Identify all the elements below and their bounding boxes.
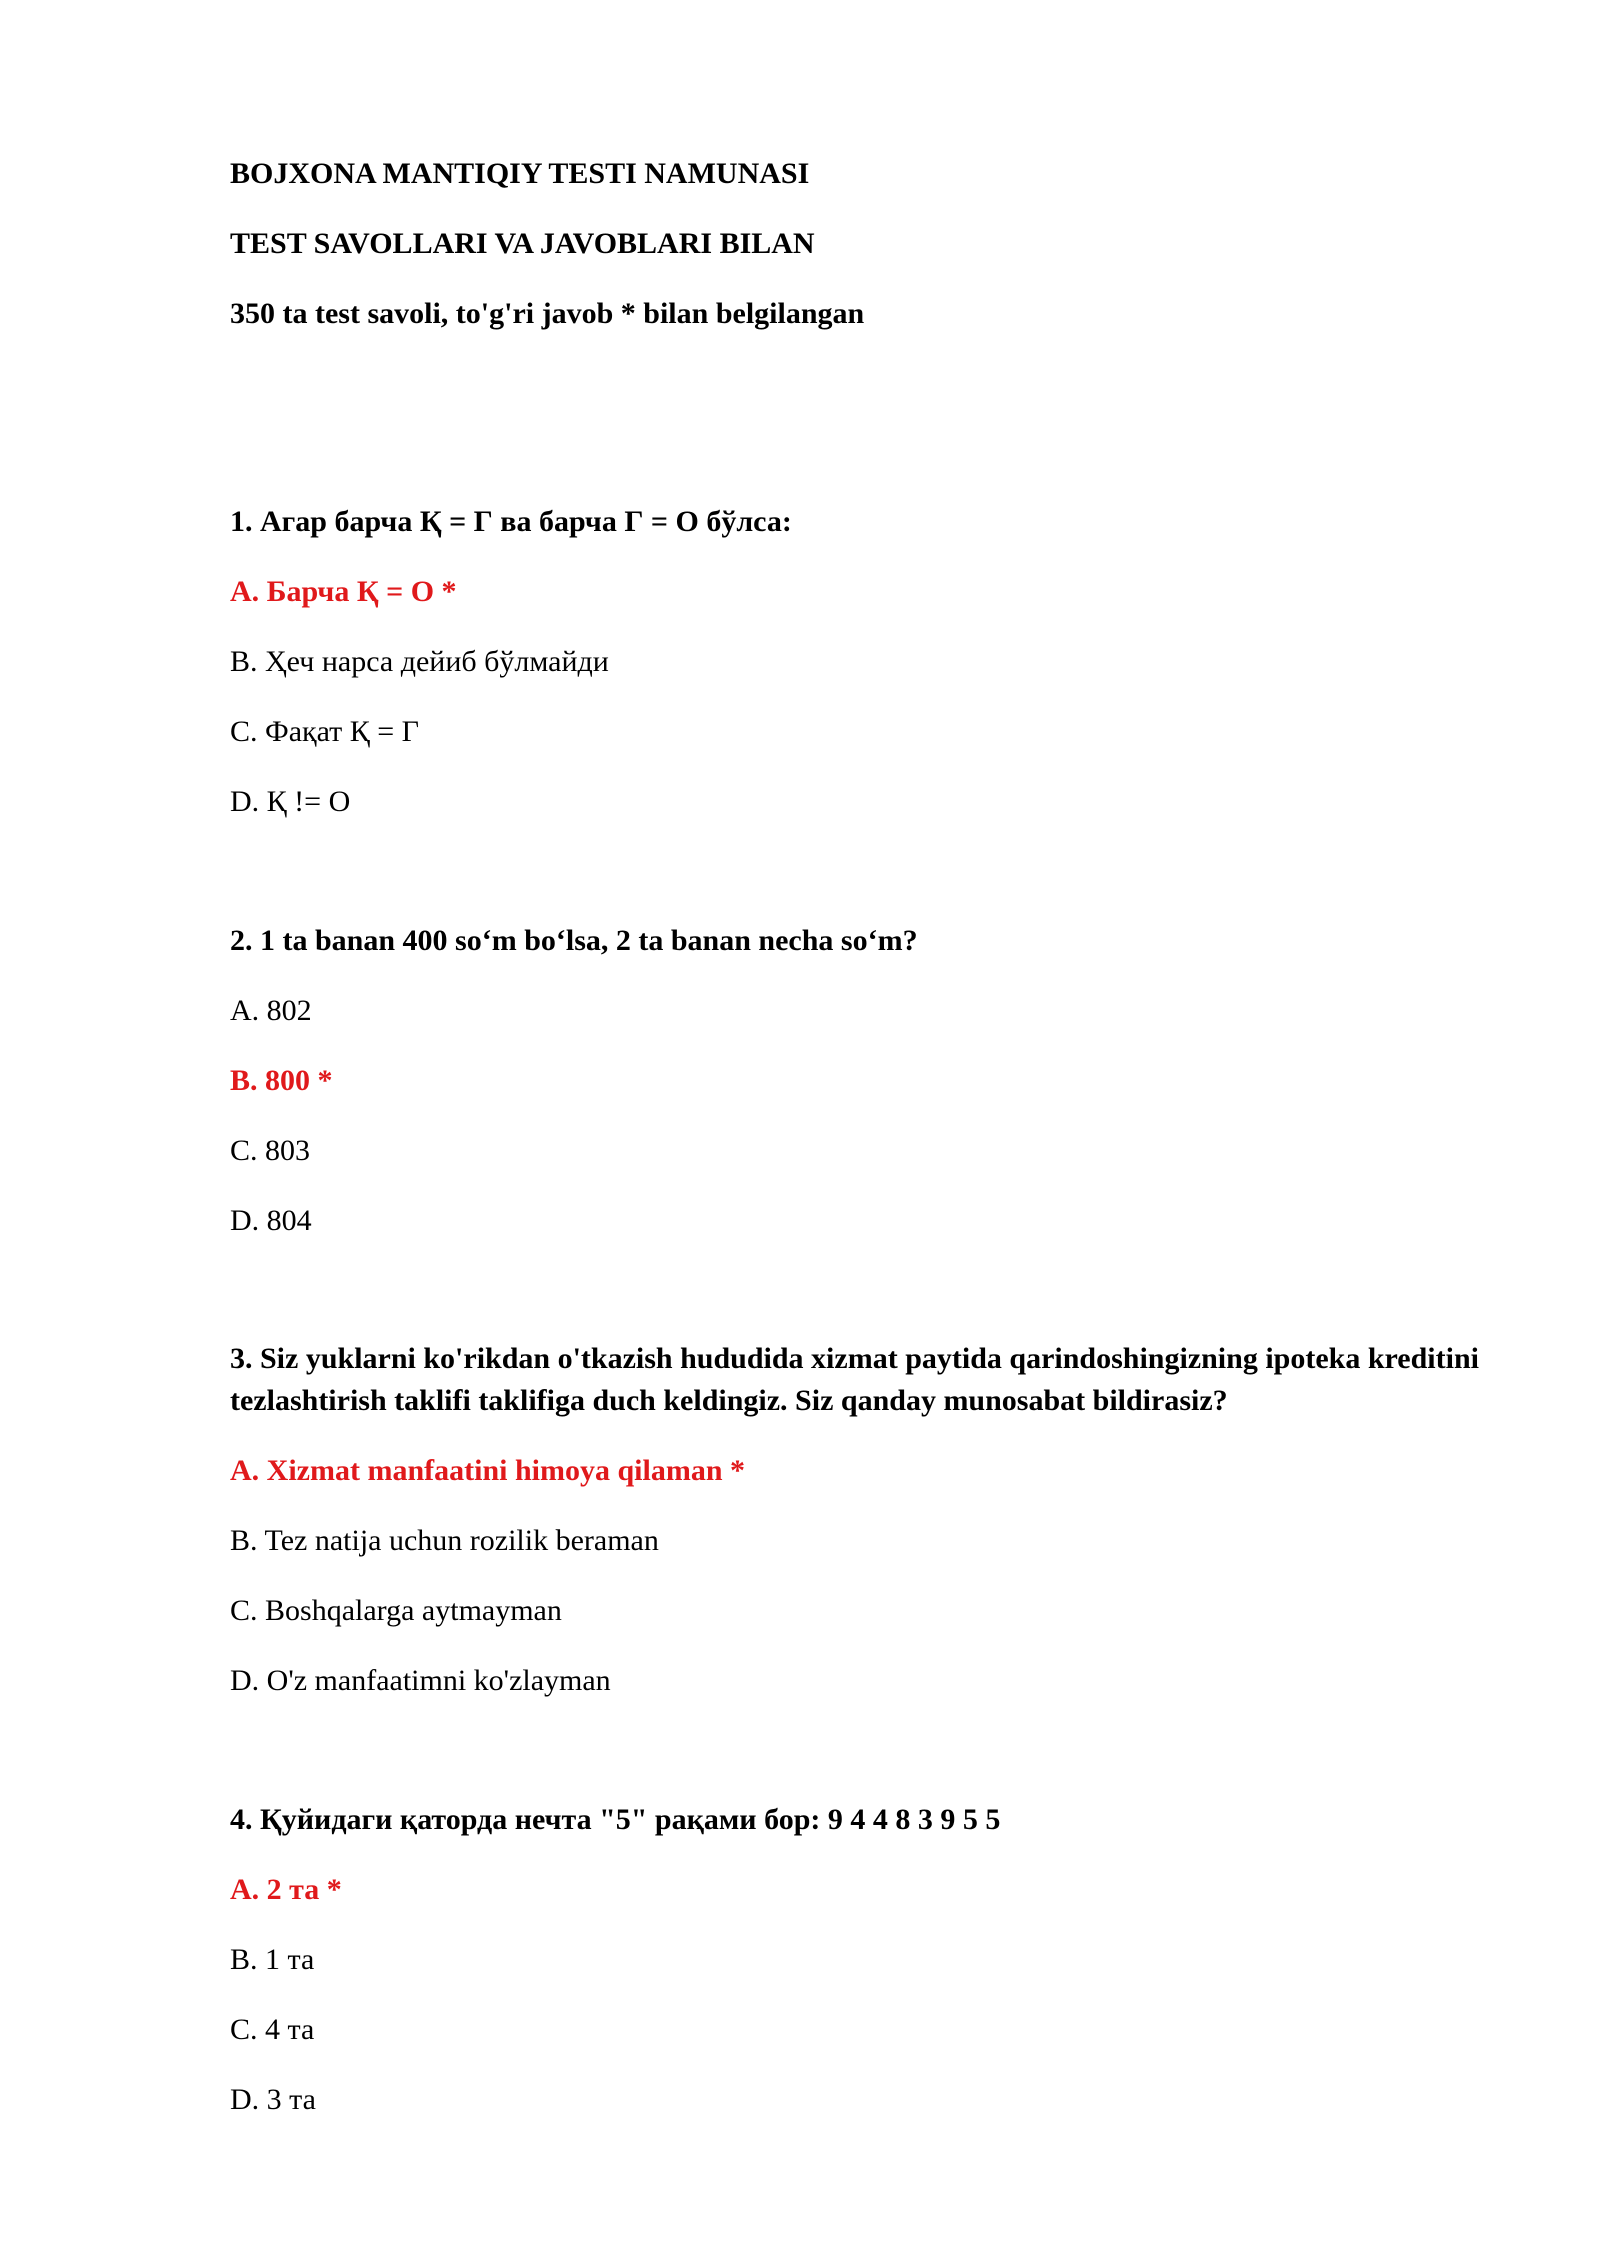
question-2-option-a: A. 802 bbox=[230, 994, 312, 1027]
question-2-text: 2. 1 ta banan 400 so‘m bo‘lsa, 2 ta banan necha so‘m? bbox=[230, 924, 918, 957]
question-3-text: 3. Siz yuklarni ko'rikdan o'tkazish hududida xizmat paytida qarindoshingizning ipoteka kreditini tezlashtirish taklifi taklifiga duch keldingiz. Siz qanday munosabat bildirasiz? bbox=[230, 1342, 1479, 1417]
question-4-option-a: A. 2 та * bbox=[230, 1873, 342, 1906]
question-4-option-d: D. 3 та bbox=[230, 2083, 316, 2116]
document-note: 350 ta test savoli, to'g'ri javob * bilan belgilangan bbox=[230, 297, 865, 330]
question-1-option-c: C. Фақат Қ = Г bbox=[230, 715, 420, 748]
question-2-option-d: D. 804 bbox=[230, 1204, 312, 1237]
question-1-option-b: B. Ҳеч нарса дейиб бўлмайди bbox=[230, 645, 609, 678]
question-3-option-c: C. Boshqalarga aytmayman bbox=[230, 1594, 562, 1627]
question-1-text: 1. Агар барча Қ = Г ва барча Г = О бўлса: bbox=[230, 505, 792, 538]
question-3-option-d: D. O'z manfaatimni ko'zlayman bbox=[230, 1664, 611, 1697]
question-4-text: 4. Қуйидаги қаторда нечта "5" рақами бор: 9 4 4 8 3 9 5 5 bbox=[230, 1803, 1001, 1836]
question-4-option-c: C. 4 та bbox=[230, 2013, 315, 2046]
document-subtitle: TEST SAVOLLARI VA JAVOBLARI BILAN bbox=[230, 227, 815, 260]
document-title: BOJXONA MANTIQIY TESTI NAMUNASI bbox=[230, 157, 810, 190]
question-3-option-a: A. Xizmat manfaatini himoya qilaman * bbox=[230, 1454, 746, 1487]
question-2-option-b: B. 800 * bbox=[230, 1064, 333, 1097]
question-1-option-a: A. Барча Қ = О * bbox=[230, 575, 457, 608]
question-2-option-c: C. 803 bbox=[230, 1134, 311, 1167]
question-1-option-d: D. Қ != О bbox=[230, 785, 351, 818]
question-3-option-b: B. Tez natija uchun rozilik beraman bbox=[230, 1524, 659, 1557]
question-4-option-b: B. 1 та bbox=[230, 1943, 315, 1976]
